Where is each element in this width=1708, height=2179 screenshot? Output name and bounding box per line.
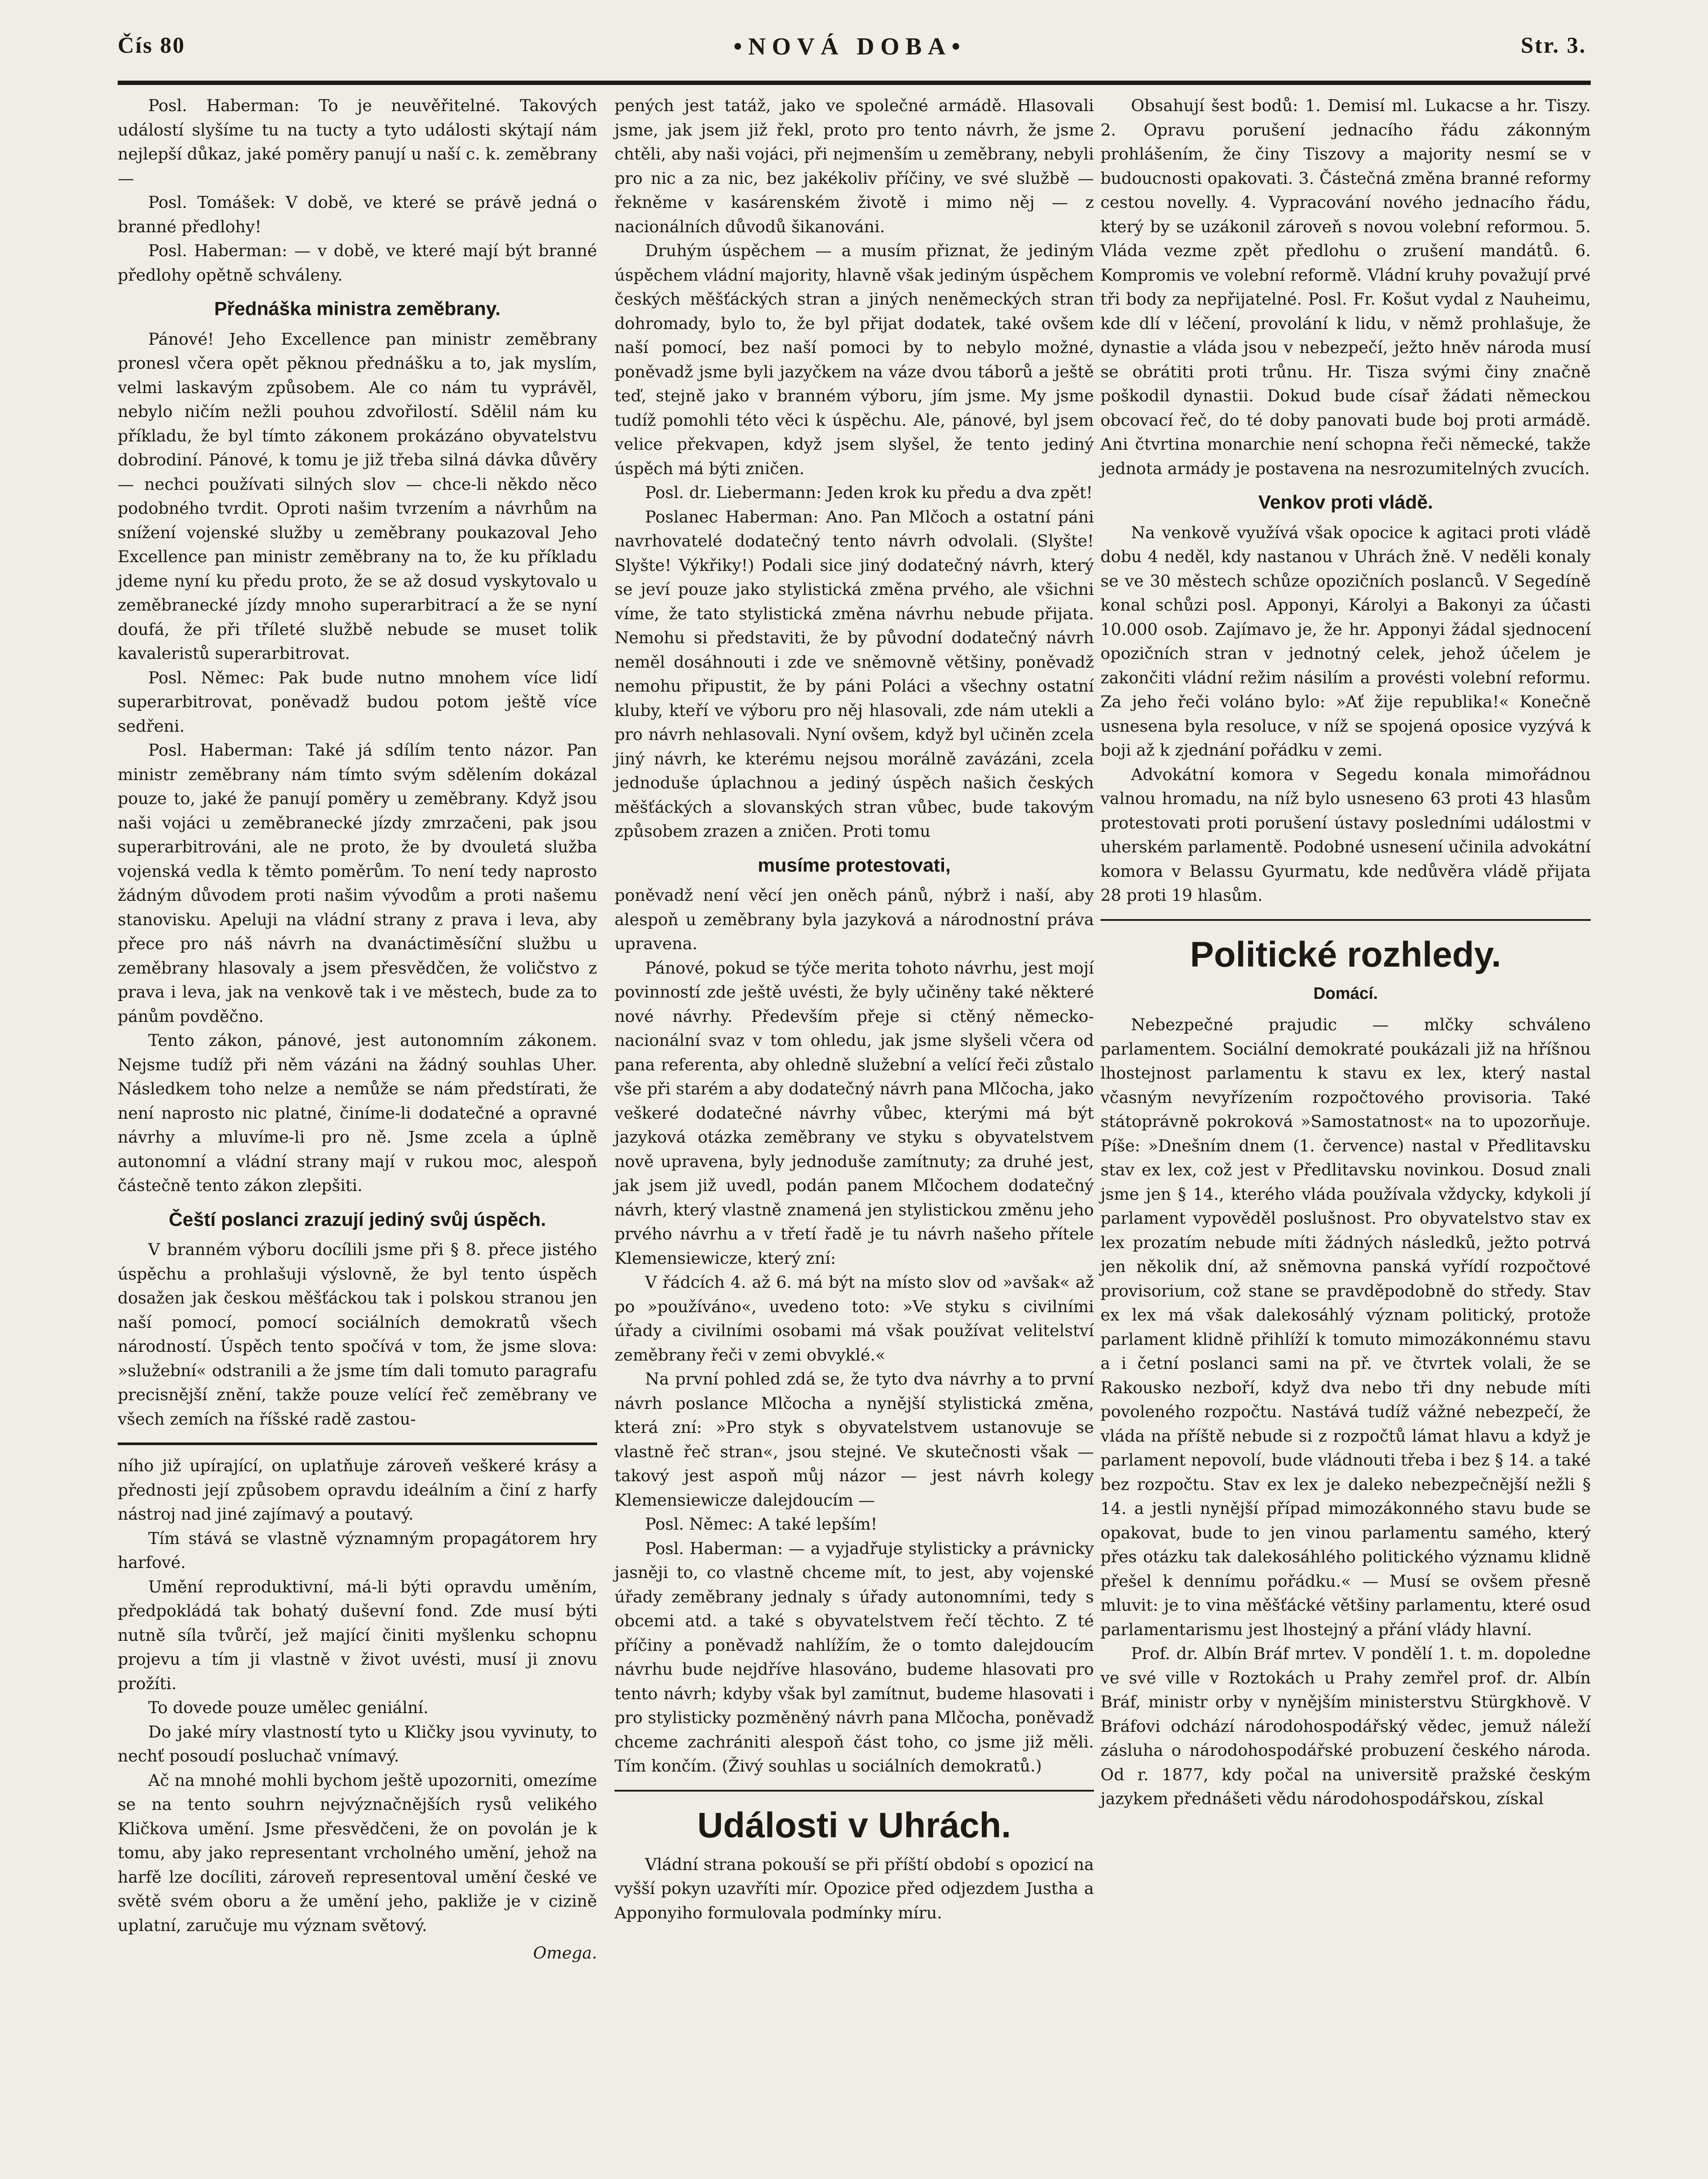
section-divider bbox=[615, 1790, 1094, 1792]
paragraph: Advokátní komora v Segedu konala mimořádnou valnou hromadu, na níž bylo usneseno 63 proti 43 hlasům protestovati proti porušení ústavy posledními událostmi v uherském parlamentě. Podobné usnesení učinila advokátní komora v Belassu Gyurmatu, kde nedůvěra vládě přijata 28 proti 19 hlasům. bbox=[1100, 764, 1591, 905]
paragraph: Obsahují šest bodů: 1. Demisí ml. Lukacse a hr. Tiszy. 2. Opravu porušení jednacího řádu zákonným prohlášením, že činy Tiszovy a majority nesmí se v budoucnosti opakovati. 3. Částečná změna branné reformy cestou novelly. 4. Vypracování nového jednacího řádu, který by se uzákonil zároveň s novou volební reformou. 5. Vláda vezme zpět předlohu o zrušení mandátů. 6. Kompromis ve volební reformě. Vládní kruhy považují prvé tři body za nepřijatelné. Posl. Fr. Košut vydal z Nauheimu, kde dlí v léčení, provolání k lidu, v němž prohlašuje, že dynastie a vláda jsou v nebezpečí, ježto hněv národa musí se obrátiti proti trůnu. Hr. Tisza svými činy značně poškodil dynastii. Dokud bude císař žádati německou obcovací řeč, do té doby panovati bude boj proti armádě. Ani čtvrtina monarchie není schopna řeči německé, takže jednota armády je postavena na nesrozumitelných zvucích. bbox=[1100, 96, 1591, 478]
signature: Omega. bbox=[533, 1943, 597, 1962]
section-heading: Venkov proti vládě. bbox=[1258, 492, 1433, 513]
section-heading-large: Politické rozhledy. bbox=[1190, 934, 1501, 974]
section-divider bbox=[118, 1442, 597, 1445]
paragraph: Posl. Tomášek: V době, ve které se právě jedná o branné předlohy! bbox=[118, 193, 597, 236]
paragraph: Posl. Haberman: — a vyjadřuje stylisticky a právnicky jasněji to, co vlastně chceme mít, to jest, aby vojenské úřady zeměbrany jednaly s úřady autonomními, tedy s obcemi atd. a také s obyvatelstvem řečí těchto. Z té příčiny a poněvadž nahlížím, že o tomto dalejdoucím návrhu bude nejdříve hlasováno, budeme hlasovati pro tento návrh; kdyby však byl zamítnut, budeme hlasovati i pro stylisticky pozměněný návrh pana Mlčocha, poněvadž chceme zachrániti alespoň část toho, co jsme již měli. Tím končím. (Živý souhlas u sociálních demokratů.) bbox=[615, 1538, 1094, 1775]
column-3 bbox=[1100, 94, 1591, 1811]
paragraph: Pánové, pokud se týče merita tohoto návrhu, jest mojí povinností zde ještě uvésti, že byly učiněny také některé nové návrhy. Především přeje si ctěný německo-nacionální svaz v tom ohledu, jak jsme slyšeli včera od pana referenta, aby ohledně služební a velící řeči zůstalo vše při starém a aby dodatečný návrh pana Mlčocha, jako veškeré dodatečné návrhy vůbec, kterými má být jazyková otázka zeměbrany ve styku s obyvatelstvem nově upravena, byly jednoduše zamítnuty; za druhé jest, jak jsem již uvedl, podán panem Mlčochem dodatečný návrh, který vlastně znamená jen stylistickou změnu jeho prvého návrhu a v třetí řadě je tu návrh našeho přítele Klemensiewicze, který zní: bbox=[615, 958, 1094, 1268]
paragraph: Vládní strana pokouší se při příští období s opozicí na vyšší pokyn uzavříti mír. Opozice před odjezdem Justha a Apponyiho formulovala podmínky míru. bbox=[615, 1854, 1094, 1922]
paragraph: Na venkově využívá však opocice k agitaci proti vládě dobu 4 neděl, kdy nastanou v Uhrách žně. V neděli konaly se ve 30 městech schůze opozičních poslanců. V Segedíně konal schůzi posl. Apponyi, Károlyi a Bakonyi za účasti 10.000 osob. Zajímavo je, že hr. Apponyi žádal sjednocení opozičních stran v jednotný celek, jehož účelem je zakončiti vládní režim násilím a provésti volební reformu. Za jeho řeči voláno bylo: »Ať žije republika!« Konečně usnesena byla resoluce, v níž se spojená oposice vyzývá k boji až k zjednání pořádku v zemi. bbox=[1100, 523, 1591, 760]
section-divider bbox=[1100, 919, 1591, 921]
paragraph: Posl. Němec: A také lepším! bbox=[645, 1514, 878, 1534]
paragraph: To dovede pouze umělec geniální. bbox=[148, 1698, 429, 1717]
paragraph: Posl. Haberman: Také já sdílím tento názor. Pan ministr zeměbrany nám tímto svým sdělením dokázal pouze to, jaké že panují poměry u zeměbrany. Když jsou naši vojáci u zeměbranecké jízdy zmrzačeni, pak jsou superarbitrováni, ale ne proto, že by dvouletá služba vojenská vedla k těmto poměrům. To není tedy naprosto žádným důvodem proti našim vývodům a proti našemu stanovisku. Apeluji na vládní strany z prava i leva, aby přece pro náš návrh na dvanáctiměsíční službu u zeměbrany hlasovaly a jsem přesvědčen, že voličstvo z prava i leva, jak na venkově tak i ve městech, bude za to pánům povděčno. bbox=[118, 740, 597, 1026]
paragraph: Druhým úspěchem — a musím přiznat, že jediným úspěchem vládní majority, hlavně však jediným úspěchem českých měšťáckých stran a jiných neněmeckých stran dohromady, bylo to, že byl přijat dodatek, také ovšem naší pomocí, bez naší pomoci by to nebylo možné, poněvadž jsme byli jazyčkem na váze dvou táborů a ještě teď, stejně jako v branném výboru, jím jsme. My jsme tudíž pomohli této věci k úspěchu. Ale, pánové, byl jsem velice překvapen, když jsem slyšel, že tento jediný úspěch má býti zničen. bbox=[615, 241, 1094, 478]
section-heading-large: Události v Uhrách. bbox=[697, 1805, 1011, 1845]
paragraph: Posl. Němec: Pak bude nutno mnohem více lidí superarbitrovat, poněvadž budou potom ještě více sedřeni. bbox=[118, 668, 597, 736]
paragraph: Na první pohled zdá se, že tyto dva návrhy a to první návrh poslance Mlčocha a nynější stylistická změna, která zní: »Pro styk s obyvatelstvem ustanovuje se vlastně řeč stran«, jsou stejné. Ve skutečnosti však — takový jest aspoň můj názor — jest návrh kolegy Klemensiewicze dalejdoucím — bbox=[615, 1369, 1094, 1510]
paragraph: Posl. Haberman: — v době, ve které mají být branné předlohy opětně schváleny. bbox=[118, 241, 597, 285]
page-number: Str. 3. bbox=[1521, 33, 1586, 58]
paragraph: Tím stává se vlastně významným propagátorem hry harfové. bbox=[118, 1528, 597, 1572]
section-subheading: Domácí. bbox=[1313, 984, 1378, 1003]
paragraph: Tento zákon, pánové, jest autonomním zákonem. Nejsme tudíž při něm vázáni na žádný souhlas Uher. Následkem toho nelze a nemůže se nám předstírati, že není naprosto nic platné, činíme-li dodatečné a opravné návrhy a mluvíme-li pro ně. Jsme zcela a úplně autonomní a vládní strany mají v rukou moc, alespoň částečně tento zákon zlepšiti. bbox=[118, 1031, 597, 1195]
masthead-rule bbox=[118, 81, 1591, 85]
paragraph: Posl. Haberman: To je neuvěřitelné. Takových událostí slyšíme tu na tucty a tyto události skýtají nám nejlepší důkaz, jaké poměry panují u naší c. k. zeměbrany — bbox=[118, 96, 597, 188]
section-heading: Přednáška ministra zeměbrany. bbox=[214, 298, 501, 319]
paragraph: Do jaké míry vlastností tyto u Kličky jsou vyvinuty, to nechť posoudí posluchač vnímavý. bbox=[118, 1722, 597, 1765]
column-1 bbox=[118, 94, 597, 1965]
newspaper-title: •NOVÁ DOBA• bbox=[733, 33, 966, 60]
column-2 bbox=[615, 94, 1094, 1925]
paragraph: Posl. dr. Liebermann: Jeden krok ku předu a dva zpět! bbox=[645, 483, 1093, 502]
paragraph: pených jest tatáž, jako ve společné armádě. Hlasovali jsme, jak jsem již řekl, proto pro tento návrh, že jsme chtěli, aby naši vojáci, při nejmenším u zeměbrany, nebyli pro nic a za nic, bez jakékoliv příčiny, ve své službě — řekněme v kasárenském životě i mimo něj — z nacionálních důvodů šikanováni. bbox=[615, 96, 1094, 236]
masthead bbox=[118, 24, 1586, 76]
paragraph: Pánové! Jeho Excellence pan ministr zeměbrany pronesl včera opět pěknou přednášku a to, jak myslím, velmi laskavým způsobem. Ale co nám tu vyprávěl, nebylo ničím nežli pouhou zdvořilostí. Sdělil nám ku příkladu, že byl tímto zákonem prokázáno obyvatelstvu dobrodiní. Pánové, k tomu je již třeba silná dávka důvěry — nechci používati silných slov — chce-li někdo něco podobného tvrdit. Oproti našim tvrzením a návrhům na snížení vojenské služby u zeměbrany poukazoval Jeho Excellence pan ministr zeměbrany na to, že ku příkladu jdeme nyní ku předu proto, že se až dosud vyskytovalo u zeměbranecké jízdy mnoho superarbitrací a že se nyní doufá, že při tříleté službě nebude se muset tolik kavaleristů superarbitrovat. bbox=[118, 329, 597, 663]
paragraph: V branném výboru docílili jsme při § 8. přece jistého úspěchu a prohlašuji výslovně, že byl tento úspěch dosažen jak českou měšťáckou tak i polskou stranou jen naší pomocí, pomocí sociálních demokratů všech národností. Úspěch tento spočívá v tom, že jsme slova: »služební« odstranili a že jsme tím dali tomuto paragrafu precisnější znění, takže pouze velící řeč zeměbrany ve všech zemích na říšské radě zastou- bbox=[118, 1240, 597, 1429]
section-heading: Čeští poslanci zrazují jediný svůj úspěch. bbox=[169, 1208, 546, 1230]
paragraph: Ač na mnohé mohli bychom ještě upozorniti, omezíme se na tento souhrn nejvýznačnějších rysů velikého Kličkova umění. Jsme přesvědčeni, že on povolán je k tomu, aby jako representant vrcholného umění, jehož na harfě lze docíliti, zároveň representoval umění české ve světě svém oboru a že umění jeho, pakliže je v cizině uplatní, zaručuje mu význam světový. bbox=[118, 1770, 597, 1935]
issue-number: Čís 80 bbox=[118, 33, 186, 58]
paragraph: Umění reproduktivní, má-li býti opravdu uměním, předpokládá tak bohatý duševní fond. Zde musí býti nutně síla tvůrčí, jež mající činiti myšlenku schopnu projevu a tím ji vlastně v život uvésti, musí ji znovu prožíti. bbox=[118, 1577, 597, 1693]
paragraph: Prof. dr. Albín Bráf mrtev. V pondělí 1. t. m. dopoledne ve své ville v Roztokách u Prahy zemřel prof. dr. Albín Bráf, ministr orby v nynějším ministerstvu Stürgkhově. V Bráfovi odchází národohospodářský vědec, jemuž náleží zásluha o národohospodářské probuzení českého národa. Od r. 1877, kdy počal na universitě pražské českým jazykem přednášeti vědu národohospodářskou, získal bbox=[1100, 1644, 1591, 1808]
paragraph: Nebezpečné prajudic — mlčky schváleno parlamentem. Sociální demokraté poukázali již na hříšnou lhostejnost parlamentu k stavu ex lex, který nastal včasným nevyřízením rozpočtového provisoria. Také státoprávně pokroková »Samostatnost« na to upozorňuje. Píše: »Dnešním dnem (1. července) nastal v Předlitavsku stav ex lex, což jest v Předlitavsku novinkou. Dosud znali jsme jen § 14., kterého vláda používala vždycky, kdykoli jí parlament vypověděl poslušnost. Pro obyvatelstvo stav ex lex prozatím nebude míti žádných následků, ježto potrvá jen několik dní, až sněmovna panská vyřídí rozpočtové provisorium, což stane se pravděpodobně do středy. Stav ex lex má však dalekosáhlý význam politický, protože parlament klidně přihlíží k tomuto mimozákonnému stavu a i četní poslanci sami na př. ve čtvrtek volali, že se Rakousko nezboří, když dva nebo tři dny nebude míti povoleného rozpočtu. Nastává tudíž vážné nebezpečí, že vláda na příště nebude si z rozpočtů lámat hlavu a když je parlament nepovolí, bude vládnouti třeba i bez § 14. a také bez rozpočtu. Stav ex lex je daleko nebezpečnější nežli § 14. a jestli nynější případ mimozákonného stavu bude se opakovat, bude to jen vinou parlamentu samého, který přes otázku tak dalekosáhlého politického významu klidně přešel k dennímu pořádku.« — Musí se ovšem přesně mluvit: je to vina měšťácké většiny parlamentu, které osud parlamentarismu jest lhostejný a přání vlády hlavní. bbox=[1100, 1015, 1591, 1639]
paragraph: ního již upírající, on uplatňuje zároveň veškeré krásy a přednosti její způsobem opravdu ideálním a činí z harfy nástroj nad jiné zajímavý a poutavý. bbox=[118, 1456, 597, 1524]
paragraph: V řádcích 4. až 6. má být na místo slov od »avšak« až po »používáno«, uvedeno toto: »Ve styku s civilními úřady a civilními osobami má však používat velitelství zeměbrany řeči v zemi obvyklé.« bbox=[615, 1273, 1094, 1364]
paragraph: Poslanec Haberman: Ano. Pan Mlčoch a ostatní páni navrhovatelé dodatečný tento návrh odvolali. (Slyšte! Slyšte! Výkřiky!) Podali sice jiný dodatečný návrh, který se jeví pouze jako stylistická změna prvého, ale všichni víme, že tato stylistická změna návrhu nebude přijata. Nemohu si představiti, že by původní dodatečný návrh neměl dosáhnouti i zde ve sněmovně většiny, poněvadž nemohu připustit, že by páni Poláci a všechny ostatní kluby, kteří ve výboru pro něj hlasovali, zde nám utekli a pro návrh nehlasovali. Nyní ovšem, když byl učiněn zcela jiný návrh, ke kterému nejsou morálně zavázáni, zcela jednoduše úplachnou a jediný úspěch našich českých měšťáckých a slovanských stran vůbec, bude takovým způsobem zrazen a zničen. Proti tomu bbox=[615, 507, 1094, 841]
section-heading: musíme protestovati, bbox=[757, 854, 951, 876]
paragraph: poněvadž není věcí jen oněch pánů, nýbrž i naší, aby alespoň u zeměbrany byla jazyková a národnostní práva upravena. bbox=[615, 886, 1094, 953]
